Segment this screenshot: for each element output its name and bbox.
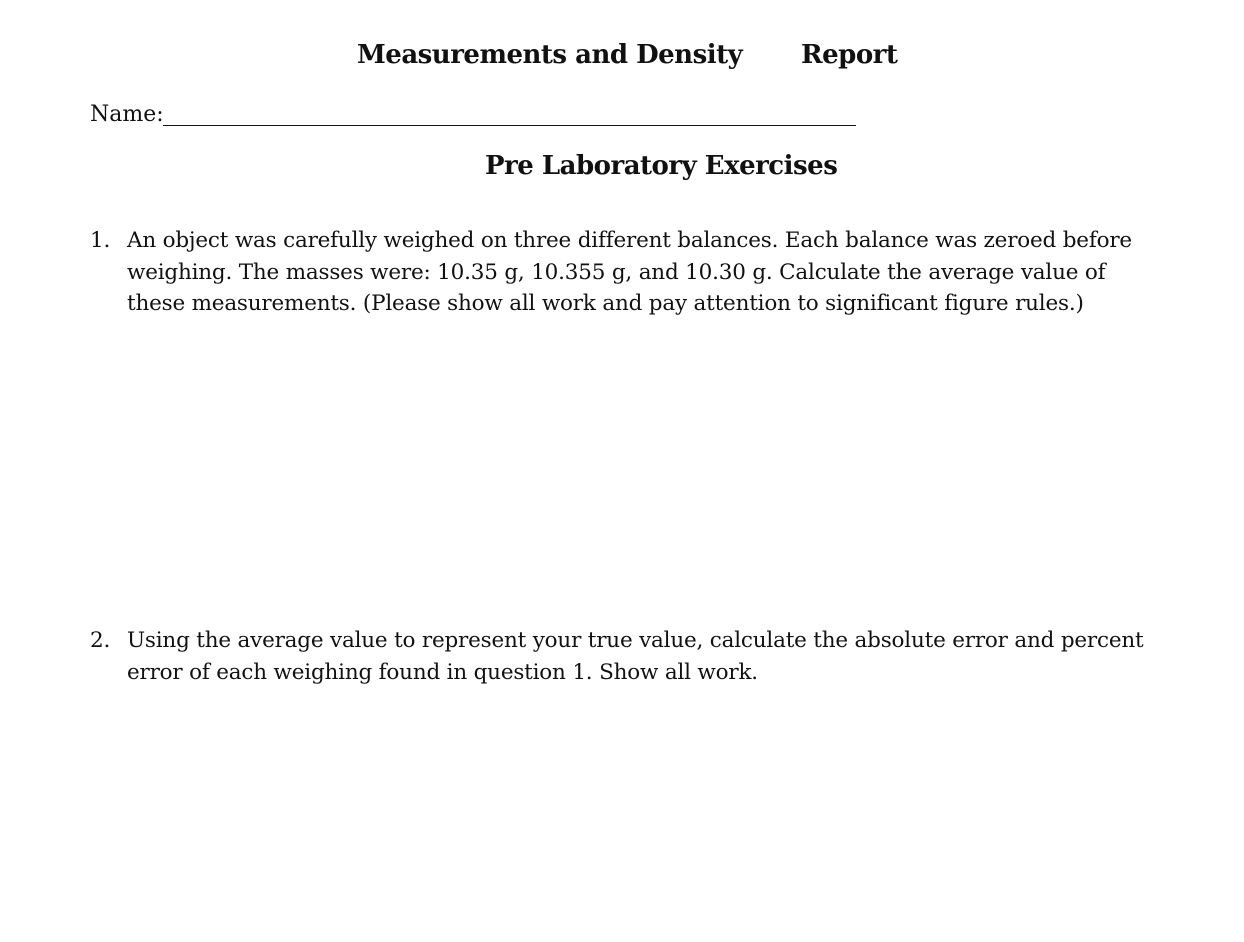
question-number: 2. — [90, 628, 111, 653]
question-text: An object was carefully weighed on three different balances. Each balance was zeroed before weighing. The masses were: 10.35 g, 10.355 g, and 10.30 g. Calculate the average value of these measurements. (Please show all work and pay attention to significant figure rules.) — [127, 228, 1132, 316]
name-label: Name: — [90, 102, 164, 127]
question-1 — [90, 225, 1147, 320]
name-blank-line[interactable] — [163, 125, 856, 126]
question-text: Using the average value to represent your true value, calculate the absolute error and percent error of each weighing found in question 1. Show all work. — [127, 628, 1144, 685]
question-2 — [90, 625, 1147, 688]
question-number: 1. — [90, 228, 111, 253]
report-label: Report — [801, 40, 898, 70]
section-title: Pre Laboratory Exercises — [485, 151, 838, 181]
document-title: Measurements and Density — [357, 40, 743, 70]
